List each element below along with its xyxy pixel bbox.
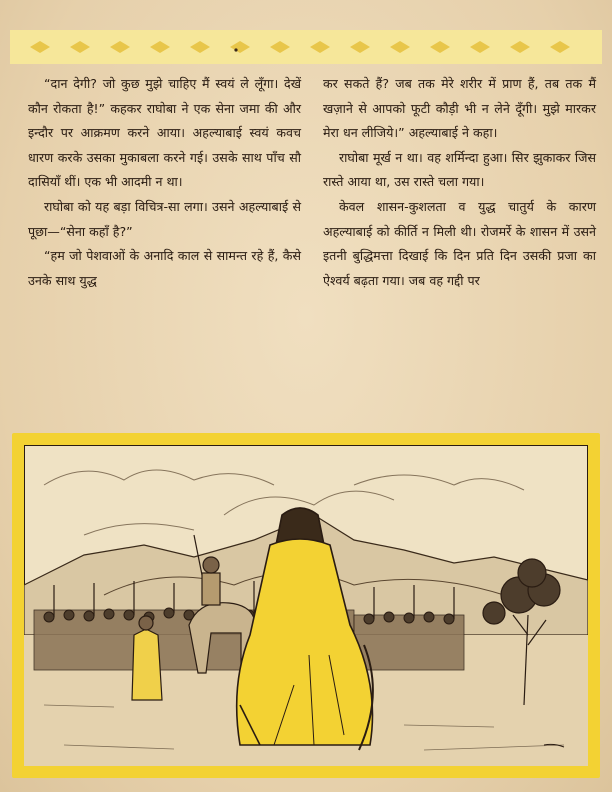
decorative-border — [10, 30, 602, 64]
paragraph: कर सकते हैं? जब तक मेरे शरीर में प्राण हैं, तब तक मैं खज़ाने से आपको फूटी कौड़ी भी न लेने दूँगी। मुझे मारकर मेरा धन लीजिये।” अहल्याबाई ने कहा। — [323, 76, 596, 141]
battle-scene-illustration — [24, 445, 588, 766]
illustration-panel — [12, 433, 600, 778]
story-text — [28, 72, 596, 422]
diamond-pattern — [10, 30, 602, 64]
paragraph: राघोबा को यह बड़ा विचित्र-सा लगा। उसने अहल्याबाई से पूछा—“सेना कहाँ है?” — [28, 198, 301, 239]
paragraph: “हम जो पेशवाओं के अनादि काल से सामन्त रहे हैं, कैसे उनके साथ युद्ध — [28, 248, 301, 288]
text-column-right — [323, 72, 596, 422]
paragraph: “दान देगी? जो कुछ मुझे चाहिए मैं स्वयं ले लूँगा। देखें कौन रोकता है!” कहकर राघोबा ने एक सेना जमा की और इन्दौर पर आक्रमण करने आया। अहल्याबाई स्वयं कवच धारण करके उसका मुकाबला करने गई। उसके साथ पाँच सौ दासियाँ थीं। एक भी आदमी न था। — [28, 76, 301, 190]
paragraph: राघोबा मूर्ख न था। वह शर्मिन्दा हुआ। सिर झुकाकर जिस रास्ते आया था, उस रास्ते चला गया। — [323, 149, 596, 190]
paragraph: केवल शासन-कुशलता व युद्ध चातुर्य के कारण अहल्याबाई को कीर्ति न मिली थी। रोजमर्रे के शासन में उसने इतनी बुद्धिमत्ता दिखाई कि दिन प्रति दिन उसकी प्रजा का ऐश्वर्य बढ़ता गया। जब वह गद्दी पर — [323, 198, 596, 288]
text-column-left — [28, 72, 301, 422]
